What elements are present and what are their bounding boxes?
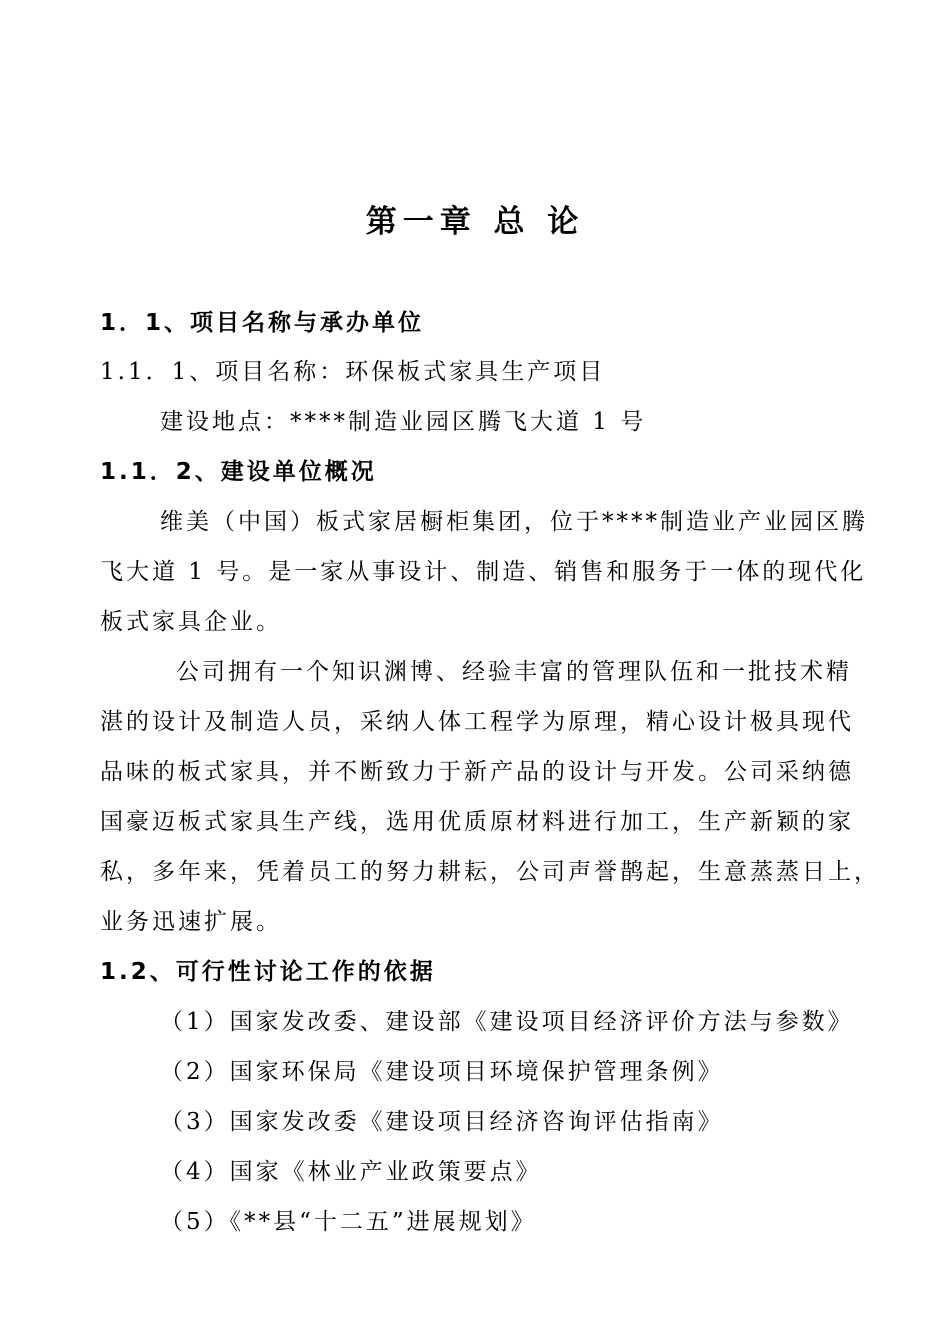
chapter-title: 第一章 总 论 <box>365 204 585 240</box>
section-heading-1-1: 1．1、项目名称与承办单位 <box>100 310 425 336</box>
project-name-line: 1.1．1、项目名称：环保板式家具生产项目 <box>100 359 606 385</box>
para1-line: 飞大道 1 号。是一家从事设计、制造、销售和服务于一体的现代化 <box>100 559 867 585</box>
section-heading-1-1-2: 1.1．2、建设单位概况 <box>100 459 377 485</box>
para2-line: 业务迅速扩展。 <box>100 909 282 935</box>
para2-line: 私，多年来，凭着员工的努力耕耘，公司声誉鹊起，生意蒸蒸日上， <box>100 859 880 885</box>
para2-line: 国豪迈板式家具生产线，选用优质原材料进行加工，生产新颖的家 <box>100 809 854 835</box>
basis-item: （2）国家环保局《建设项目环境保护管理条例》 <box>160 1059 724 1085</box>
para2-line: 品味的板式家具，并不断致力于新产品的设计与开发。公司采纳德 <box>100 759 854 785</box>
basis-item: （3）国家发改委《建设项目经济咨询评估指南》 <box>160 1109 724 1135</box>
para2-line: 公司拥有一个知识渊博、经验丰富的管理队伍和一批技术精 <box>176 659 852 685</box>
section-heading-1-2: 1.2、可行性讨论工作的依据 <box>100 959 436 985</box>
basis-item: （4）国家《林业产业政策要点》 <box>160 1159 542 1185</box>
para1-line: 维美（中国）板式家居橱柜集团，位于****制造业产业园区腾 <box>160 509 868 535</box>
para1-line: 板式家具企业。 <box>100 609 282 635</box>
basis-item: （5）《**县“十二五”进展规划》 <box>160 1209 537 1235</box>
para2-line: 湛的设计及制造人员，采纳人体工程学为原理，精心设计极具现代 <box>100 709 854 735</box>
location-line: 建设地点：****制造业园区腾飞大道 1 号 <box>160 409 647 435</box>
basis-item: （1）国家发改委、建设部《建设项目经济评价方法与参数》 <box>160 1009 854 1035</box>
